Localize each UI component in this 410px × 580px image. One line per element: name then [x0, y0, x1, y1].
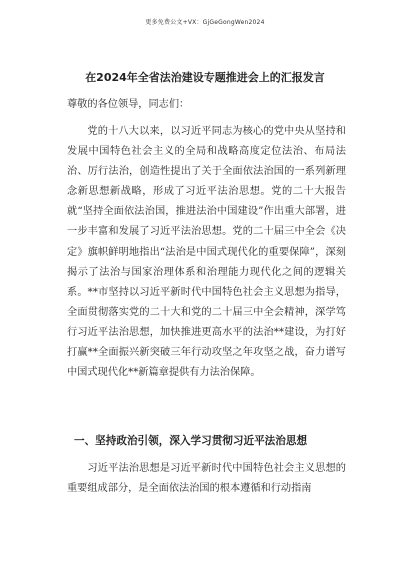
- document-title: 在2024年全省法治建设专题推进会上的汇报发言: [85, 71, 325, 84]
- section-heading-1: 一、坚持政治引领，深入学习贯彻习近平法治思想: [74, 435, 308, 447]
- salutation: 尊敬的各位领导，同志们：: [67, 99, 190, 110]
- paragraph-section-1: 习近平法治思想是习近平新时代中国特色社会主义思想的重要组成部分，是全面依法治国的根本遵循和行动指南: [67, 463, 346, 495]
- paragraph-intro: 党的十八大以来，以习近平同志为核心的党中央从坚持和发展中国特色社会主义的全局和战略高度定位法治、布局法治、厉行法治，创造性提出了关于全面依法治国的一系列新理念新思想新战略，形成了习近平法治思想。党的二十大报告就“坚持全面依法治国，推进法治中国建设”作出重大部署，进一步丰富和发展了习近平法治思想。党的二十届三中全会《决定》旗帜鲜明地指出“法治是中国式现代化的重要保障”，深刻揭示了法治与国家治理体系和治理能力现代化之间的逻辑关系。**市坚持以习近平新时代中国特色社会主义思想为指导，全面贯彻落实党的二十大和党的二十届三中全会精神，深学笃行习近平法治思想，加快推进更高水平的法治**建设，为打好打赢**全面振兴新突破三年行动攻坚之年攻坚之战，奋力谱写中国式现代化**新篇章提供有力法治保障。: [67, 126, 346, 379]
- header-watermark: 更多免费公文+VX：GjGeGongWen2024: [145, 19, 265, 26]
